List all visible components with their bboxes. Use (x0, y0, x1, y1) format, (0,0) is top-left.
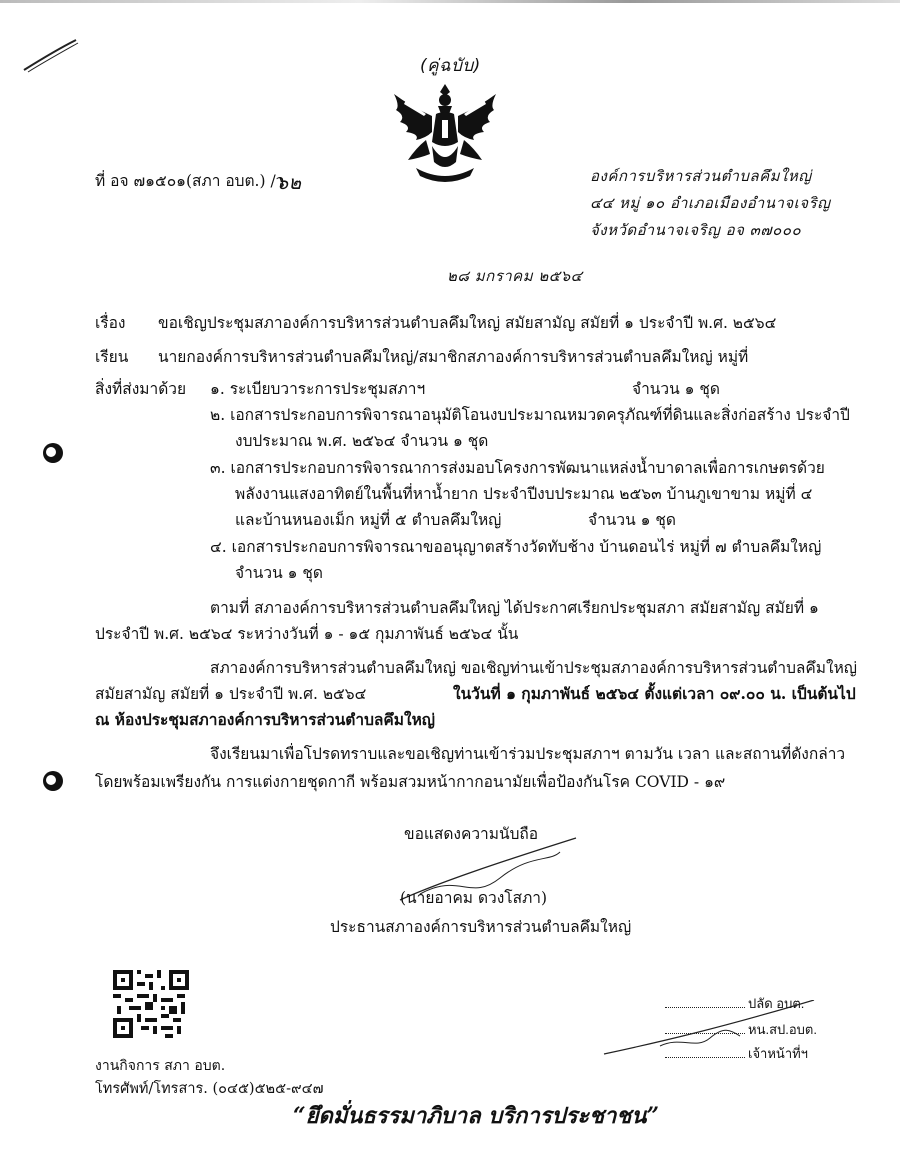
footer-slogan: “ยึดมั่นธรรมาภิบาล บริการประชาชน” (293, 1103, 660, 1129)
qr-code (113, 970, 189, 1038)
paragraph-2-line-2b: ในวันที่ ๑ กุมภาพันธ์ ๒๕๖๔ ตั้งแต่เวลา ๐๙.๐๐ น. เป็นต้นไป (453, 684, 856, 703)
copy-mark: (คู่ฉบับ) (420, 56, 481, 76)
subject-label: เรื่อง (95, 314, 126, 332)
initials-scribble (600, 1000, 820, 1060)
punch-hole-mark-upper (40, 440, 66, 466)
garuda-emblem (386, 76, 504, 188)
punch-hole-mark-lower (40, 768, 66, 794)
reference-number: ที่ อจ ๗๑๕๐๑(สภา อบต.) /ว (95, 172, 285, 190)
enclosure-item-4-count: จำนวน ๑ ชุด (235, 564, 323, 582)
enclosure-item-3-cont2: และบ้านหนองเม็ก หมู่ที่ ๕ ตำบลคึมใหญ่ (235, 511, 502, 529)
pen-stroke-mark (20, 36, 80, 76)
paragraph-1-line-2: ประจำปี พ.ศ. ๒๕๖๔ ระหว่างวันที่ ๑ - ๑๕ กุมภาพันธ์ ๒๕๖๔ นั้น (95, 625, 519, 643)
enclosure-item-3-count: จำนวน ๑ ชุด (588, 511, 676, 529)
paragraph-3-line-1: จึงเรียนมาเพื่อโปรดทราบและขอเชิญท่านเข้าร่วมประชุมสภาฯ ตามวัน เวลา และสถานที่ดังกล่าว (210, 745, 846, 763)
recipient-text: นายกองค์การบริหารส่วนตำบลคึมใหญ่/สมาชิกสภาองค์การบริหารส่วนตำบลคึมใหญ่ หมู่ที่ (158, 348, 749, 366)
paragraph-3-line-2: โดยพร้อมเพรียงกัน การแต่งกายชุดกากี พร้อมสวมหน้ากากอนามัยเพื่อป้องกันโรค COVID - ๑๙ (95, 773, 726, 791)
signatory-name: (นายอาคม ดวงโสภา) (400, 889, 548, 907)
footer-phone: โทรศัพท์/โทรสาร. (๐๔๕)๕๒๕-๙๔๗ (95, 1081, 324, 1097)
enclosure-item-2: ๒. เอกสารประกอบการพิจารณาอนุมัติโอนงบประมาณหมวดครุภัณฑ์ที่ดินและสิ่งก่อสร้าง ประจำปี (210, 406, 850, 424)
initial-line-1-label: ปลัด อบต. (748, 996, 805, 1011)
enclosure-item-2-cont: งบประมาณ พ.ศ. ๒๕๖๔ จำนวน ๑ ชุด (235, 432, 489, 450)
recipient-label: เรียน (95, 348, 129, 366)
enclosure-item-1: ๑. ระเบียบวาระการประชุมสภาฯ (210, 380, 426, 398)
org-address-line2: จังหวัดอำนาจเจริญ อจ ๓๗๐๐๐ (590, 221, 802, 239)
org-address-line1: ๔๔ หมู่ ๑๐ อำเภอเมืองอำนาจเจริญ (590, 194, 831, 212)
enclosure-item-4: ๔. เอกสารประกอบการพิจารณาขออนุญาตสร้างวัดทับช้าง บ้านดอนไร่ หมู่ที่ ๗ ตำบลคึมใหญ่ (210, 538, 822, 556)
closing-phrase: ขอแสดงความนับถือ (404, 825, 539, 843)
paragraph-2-line-2a: สมัยสามัญ สมัยที่ ๑ ประจำปี พ.ศ. ๒๕๖๔ (95, 685, 367, 703)
paragraph-2-line-1: สภาองค์การบริหารส่วนตำบลคึมใหญ่ ขอเชิญท่านเข้าประชุมสภาองค์การบริหารส่วนตำบลคึมใหญ่ (210, 659, 857, 677)
subject-text: ขอเชิญประชุมสภาองค์การบริหารส่วนตำบลคึมใหญ่ สมัยสามัญ สมัยที่ ๑ ประจำปี พ.ศ. ๒๕๖๔ (158, 314, 777, 332)
paragraph-2-line-3: ณ ห้องประชุมสภาองค์การบริหารส่วนตำบลคึมใหญ่ (95, 710, 435, 729)
enclosure-item-3: ๓. เอกสารประกอบการพิจารณาการส่งมอบโครงการพัฒนาแหล่งน้ำบาดาลเพื่อการเกษตรด้วย (210, 459, 825, 477)
initial-line-2-label: หน.สป.อบต. (748, 1022, 817, 1037)
signatory-position: ประธานสภาองค์การบริหารส่วนตำบลคึมใหญ่ (330, 918, 632, 936)
enclosure-item-3-cont1: พลังงานแสงอาทิตย์ในพื้นที่หาน้ำยาก ประจำปีงบประมาณ ๒๕๖๓ บ้านภูเขาขาม หมู่ที่ ๔ (235, 485, 813, 503)
enclosure-item-1-count: จำนวน ๑ ชุด (632, 380, 720, 398)
enclosures-label: สิ่งที่ส่งมาด้วย (95, 380, 187, 398)
paragraph-1-line-1: ตามที่ สภาองค์การบริหารส่วนตำบลคึมใหญ่ ได้ประกาศเรียกประชุมสภา สมัยสามัญ สมัยที่ ๑ (210, 599, 819, 617)
org-name: องค์การบริหารส่วนตำบลคึมใหญ่ (590, 167, 812, 185)
reference-number-handwritten: ๖๒ (276, 172, 302, 194)
scan-edge (0, 0, 900, 3)
initial-line-3-label: เจ้าหน้าที่ฯ (748, 1046, 808, 1061)
letter-date: ๒๘ มกราคม ๒๕๖๔ (447, 267, 583, 285)
footer-department: งานกิจการ สภา อบต. (95, 1058, 226, 1074)
